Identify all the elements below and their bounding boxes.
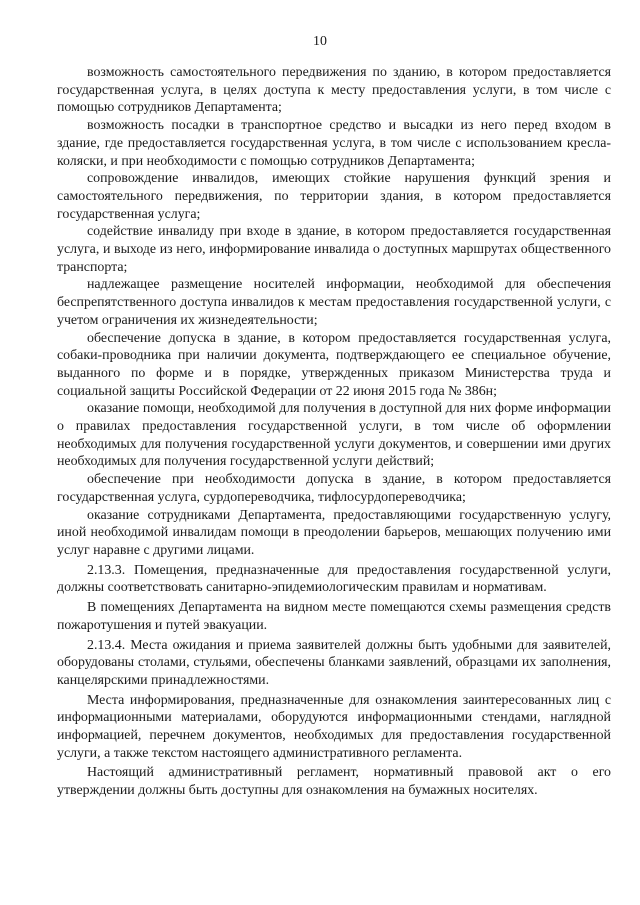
paragraph-12: 2.13.4. Места ожидания и приема заявителей должны быть удобными для заявителей, оборудованы столами, стульями, обеспечены бланками заявлений, образцами их заполнения, канцелярскими принадлежностями. [57, 637, 611, 688]
paragraph-4: содействие инвалиду при входе в здание, в котором предоставляется государственная услуга, и выходе из него, информирование инвалида о доступных маршрутах общественного транспорта; [57, 224, 611, 275]
paragraph-7: оказание помощи, необходимой для получения в доступной для них форме информации о правилах предоставления государственной услуги, в том числе об оформлении необходимых для получения государственной услуги документов, и совершении ими других необходимых для получения государственной услуги действий; [57, 401, 611, 470]
paragraph-10: 2.13.3. Помещения, предназначенные для предоставления государственной услуги, должны соответствовать санитарно-эпидемиологическим правилам и нормативам. [57, 562, 611, 596]
document-body [57, 64, 611, 800]
paragraph-6: обеспечение допуска в здание, в котором предоставляется государственная услуга, собаки-проводника при наличии документа, подтверждающего ее специальное обучение, выданного по форме и в порядке, утвержденных приказом Министерства труда и социальной защиты Российской Федерации от 22 июня 2015 года № 386н; [57, 330, 611, 399]
paragraph-11: В помещениях Департамента на видном месте помещаются схемы размещения средств пожаротушения и путей эвакуации. [57, 600, 611, 633]
paragraph-14: Настоящий административный регламент, нормативный правовой акт о его утверждении должны быть доступны для ознакомления на бумажных носителях. [57, 765, 611, 799]
paragraph-3: сопровождение инвалидов, имеющих стойкие нарушения функций зрения и самостоятельного передвижения, по территории здания, в котором предоставляется государственная услуга; [57, 171, 611, 222]
paragraph-1: возможность самостоятельного передвижения по зданию, в котором предоставляется государственная услуга, в целях доступа к месту предоставления услуги, в том числе с помощью сотрудников Департамента; [57, 65, 611, 116]
page-number: 10 [313, 34, 327, 49]
paragraph-9: оказание сотрудниками Департамента, предоставляющими государственную услугу, иной необходимой инвалидам помощи в преодолении барьеров, мешающих получению ими услуг наравне с другими лицами. [57, 507, 611, 558]
paragraph-13: Места информирования, предназначенные для ознакомления заинтересованных лиц с информационными материалами, оборудуются информационными стендами, наглядной информацией, перечнем документов, необходимых для предоставления государственной услуги, а также текстом настоящего административного регламента. [57, 692, 611, 761]
paragraph-2: возможность посадки в транспортное средство и высадки из него перед входом в здание, где предоставляется государственная услуга, в том числе с использованием кресла-коляски, и при необходимости с помощью сотрудников Департамента; [57, 118, 611, 169]
paragraph-8: обеспечение при необходимости допуска в здание, в котором предоставляется государственная услуга, сурдопереводчика, тифлосурдопереводчика; [57, 472, 611, 505]
paragraph-5: надлежащее размещение носителей информации, необходимой для обеспечения беспрепятственного доступа инвалидов к местам предоставления государственной услуги, с учетом ограничения их жизнедеятельности; [57, 277, 611, 328]
